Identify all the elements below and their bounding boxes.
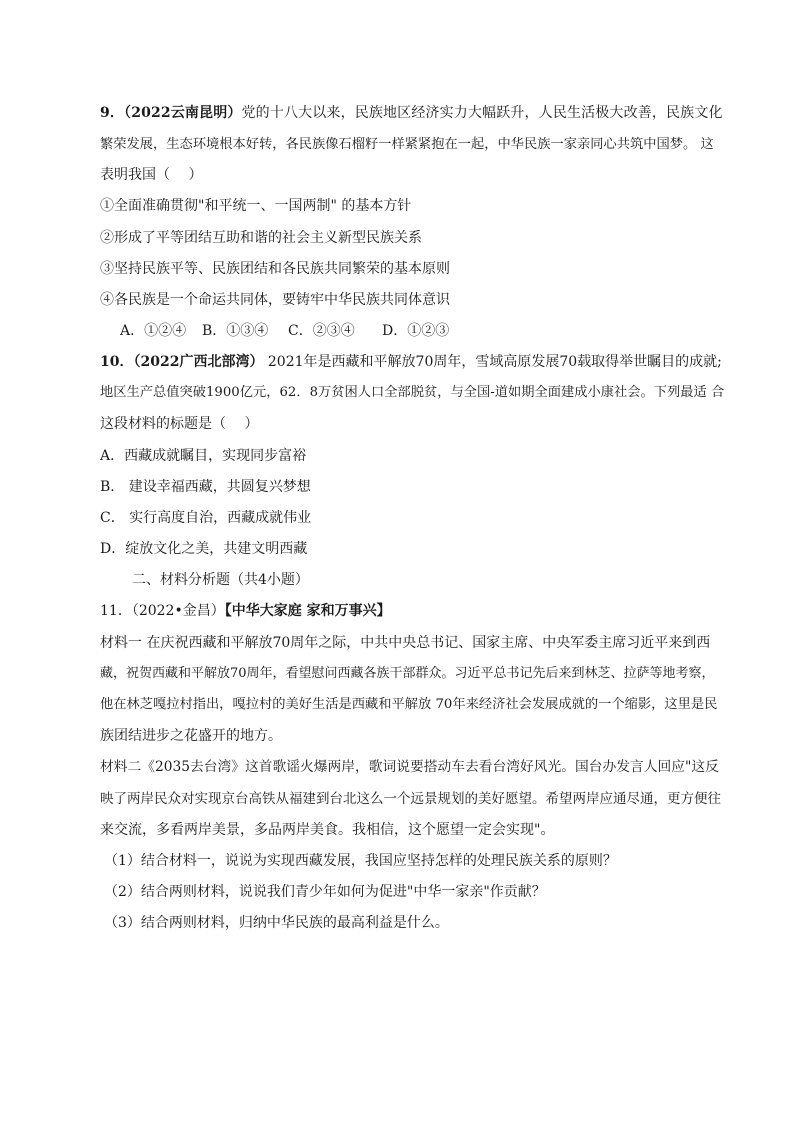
section-heading: 二、材料分析题（共4小题） <box>132 572 309 588</box>
q9-item-2: ②形成了平等团结互助和谐的社会主义新型民族关系 <box>100 230 422 246</box>
q11-material1-line-4: 族团结进步之花盛开的地方。 <box>100 728 282 744</box>
q11-subquestion-3: （3）结合两则材料，归纳中华民族的最高利益是什么。 <box>104 915 449 931</box>
q10-option-b: B． 建设幸福西藏，共圆复兴梦想 <box>100 479 311 495</box>
q11-subquestion-2: （2）结合两则材料，说说我们青少年如何为促进"中华一家亲"作贡献？ <box>104 884 546 900</box>
q9-stem-line-2: 繁荣发展，生态环境根本好转，各民族像石榴籽一样紧紧抱在一起，中华民族一家亲同心共筑中国梦。 这 <box>100 137 714 152</box>
q11-header-prefix: 11．（2022•金昌） <box>100 603 225 619</box>
q9-item-3: ③坚持民族平等、民族团结和各民族共同繁荣的基本原则 <box>100 261 450 277</box>
q9-source: （2022云南昆明） <box>124 105 242 121</box>
q10-source: （2022广西北部湾） <box>133 354 264 370</box>
q10-stem-line-1 <box>100 352 724 372</box>
q9-option-c: C．②③④ <box>288 323 355 339</box>
q11-material2-line-3: 来交流，多看两岸美景，多品两岸美食。我相信，这个愿望一定会实现"。 <box>100 822 555 838</box>
q11-header <box>100 601 724 621</box>
q9-stem-line-3: 表明我国（ ） <box>100 167 203 183</box>
q9-number: 9． <box>100 105 125 121</box>
q9-options <box>120 321 744 341</box>
q9-stem-text-1: 党的十八大以来，民族地区经济实力大幅跃升，人民生活极大改善，民族文化 <box>241 105 723 121</box>
q10-option-d: D．绽放文化之美，共建文明西藏 <box>100 541 308 557</box>
q11-material1-line-2: 藏，祝贺西藏和平解放70周年，看望慰问西藏各族干部群众。习近平总书记先后来到林芝、拉萨等地考察， <box>100 666 715 681</box>
q9-item-4: ④各民族是一个命运共同体，要铸牢中华民族共同体意识 <box>100 292 450 308</box>
q9-item-1: ①全面准确贯彻"和平统一、一国两制" 的基本方针 <box>100 198 412 214</box>
q9-option-b: B．①③④ <box>202 323 269 339</box>
q11-material2-line-2: 映了两岸民众对实现京台高铁从福建到台北这么一个远景规划的美好愿望。希望两岸应通尽通，更方便往 <box>100 791 721 807</box>
q9-option-d: D．①②③ <box>382 323 450 339</box>
q9-stem-line-1 <box>100 103 724 123</box>
q11-material1-line-3: 他在林芝嘎拉村指出，嘎拉村的美好生活是西藏和平解放 70年来经济社会发展成就的一个缩影，这里是民 <box>100 697 718 712</box>
q10-number: 10． <box>100 354 134 370</box>
q11-material1-line-1: 材料一 在庆祝西藏和平解放70周年之际，中共中央总书记、国家主席、中央军委主席习近平来到西 <box>100 635 711 651</box>
q11-material2-line-1: 材料二《2035去台湾》这首歌谣火爆两岸，歌词说要搭动车去看台湾好风光。国台办发言人回应"这反 <box>100 759 719 775</box>
q10-stem-line-3: 这段材料的标题是（ ） <box>100 416 259 432</box>
q11-header-theme: 【中华大家庭 家和万事兴】 <box>224 603 391 619</box>
q10-option-a: A．西藏成就瞩目，实现同步富裕 <box>100 448 307 464</box>
q10-option-c: C． 实行高度自治，西藏成就伟业 <box>100 510 312 526</box>
q9-option-a: A．①②④ <box>120 323 187 339</box>
q10-stem-text-1: 2021年是西藏和平解放70周年，雪域高原发展70载取得举世瞩目的成就; <box>263 354 722 370</box>
q11-subquestion-1: （1）结合材料一，说说为实现西藏发展，我国应坚持怎样的处理民族关系的原则？ <box>104 853 617 869</box>
q10-stem-line-2: 地区生产总值突破1900亿元，62．8万贫困人口全部脱贫，与全国-道如期全面建成小康社会。下列最适 合 <box>100 385 724 400</box>
